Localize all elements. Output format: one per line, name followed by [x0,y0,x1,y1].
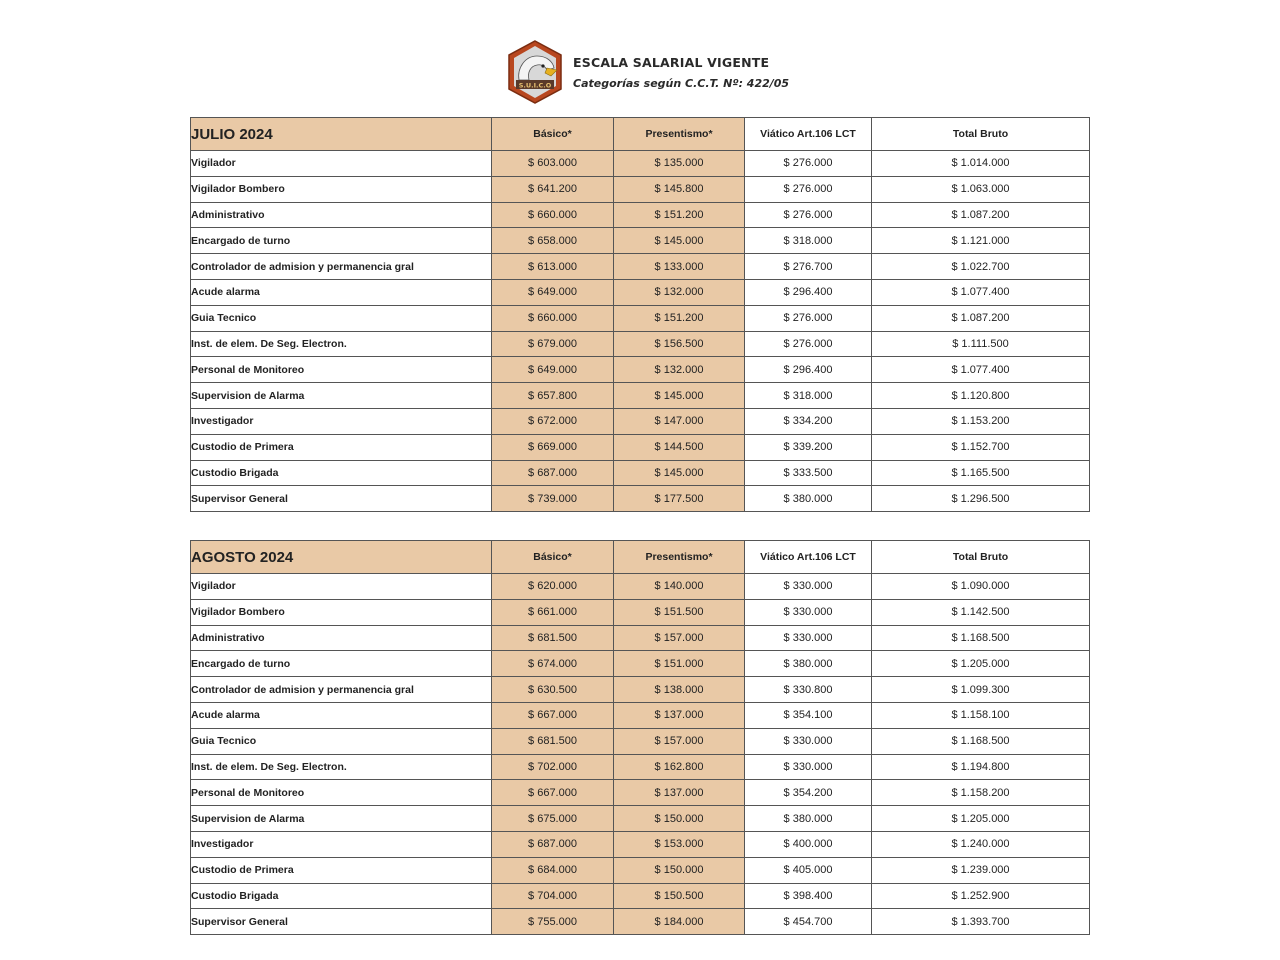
col-viatico: Viático Art.106 LCT [745,541,872,574]
presentismo-value: $ 138.000 [614,677,745,703]
category-name: Custodio de Primera [191,434,492,460]
table-row [191,857,1090,883]
table-row [191,202,1090,228]
total-value: $ 1.077.400 [872,279,1090,305]
page-title: ESCALA SALARIAL VIGENTE [573,54,770,70]
viatico-value: $ 330.000 [745,728,872,754]
col-total: Total Bruto [872,541,1090,574]
category-name: Guia Tecnico [191,728,492,754]
presentismo-value: $ 150.000 [614,806,745,832]
category-name: Inst. de elem. De Seg. Electron. [191,331,492,357]
basico-value: $ 660.000 [492,202,614,228]
total-value: $ 1.120.800 [872,383,1090,409]
basico-value: $ 684.000 [492,857,614,883]
viatico-value: $ 330.000 [745,574,872,600]
basico-value: $ 681.500 [492,728,614,754]
col-viatico: Viático Art.106 LCT [745,118,872,151]
table-header-row [191,541,1090,574]
presentismo-value: $ 145.000 [614,460,745,486]
total-value: $ 1.090.000 [872,574,1090,600]
total-value: $ 1.252.900 [872,883,1090,909]
viatico-value: $ 330.800 [745,677,872,703]
total-value: $ 1.296.500 [872,486,1090,512]
table-row [191,383,1090,409]
basico-value: $ 669.000 [492,434,614,460]
category-name: Controlador de admision y permanencia gral [191,677,492,703]
category-name: Vigilador [191,151,492,177]
presentismo-value: $ 132.000 [614,279,745,305]
viatico-value: $ 276.000 [745,331,872,357]
salary-table-agosto [190,540,1090,935]
table-row [191,754,1090,780]
total-value: $ 1.087.200 [872,202,1090,228]
table-row [191,806,1090,832]
total-value: $ 1.168.500 [872,728,1090,754]
total-value: $ 1.099.300 [872,677,1090,703]
table-row [191,434,1090,460]
presentismo-value: $ 133.000 [614,254,745,280]
presentismo-value: $ 177.500 [614,486,745,512]
total-value: $ 1.240.000 [872,831,1090,857]
total-value: $ 1.014.000 [872,151,1090,177]
category-name: Guia Tecnico [191,305,492,331]
table-row [191,279,1090,305]
suico-eagle-logo [507,40,563,104]
category-name: Vigilador Bombero [191,599,492,625]
basico-value: $ 658.000 [492,228,614,254]
basico-value: $ 649.000 [492,279,614,305]
category-name: Acude alarma [191,279,492,305]
category-name: Administrativo [191,202,492,228]
col-presentismo: Presentismo* [614,118,745,151]
total-value: $ 1.121.000 [872,228,1090,254]
total-value: $ 1.077.400 [872,357,1090,383]
salary-table-julio [190,117,1090,512]
table-header-row [191,118,1090,151]
total-value: $ 1.239.000 [872,857,1090,883]
total-value: $ 1.158.100 [872,702,1090,728]
total-value: $ 1.165.500 [872,460,1090,486]
presentismo-value: $ 145.000 [614,383,745,409]
table-row [191,305,1090,331]
presentismo-value: $ 150.000 [614,857,745,883]
table-row [191,625,1090,651]
basico-value: $ 667.000 [492,702,614,728]
period-title: AGOSTO 2024 [191,541,492,574]
viatico-value: $ 454.700 [745,909,872,935]
table-row [191,460,1090,486]
presentismo-value: $ 150.500 [614,883,745,909]
presentismo-value: $ 156.500 [614,331,745,357]
presentismo-value: $ 162.800 [614,754,745,780]
page-subtitle: Categorías según C.C.T. Nº: 422/05 [573,76,790,90]
category-name: Acude alarma [191,702,492,728]
category-name: Encargado de turno [191,228,492,254]
presentismo-value: $ 144.500 [614,434,745,460]
basico-value: $ 674.000 [492,651,614,677]
presentismo-value: $ 151.200 [614,202,745,228]
basico-value: $ 661.000 [492,599,614,625]
table-row [191,728,1090,754]
presentismo-value: $ 135.000 [614,151,745,177]
presentismo-value: $ 151.200 [614,305,745,331]
presentismo-value: $ 145.800 [614,176,745,202]
viatico-value: $ 330.000 [745,754,872,780]
viatico-value: $ 354.100 [745,702,872,728]
basico-value: $ 620.000 [492,574,614,600]
table-row [191,599,1090,625]
presentismo-value: $ 145.000 [614,228,745,254]
col-total: Total Bruto [872,118,1090,151]
basico-value: $ 702.000 [492,754,614,780]
viatico-value: $ 318.000 [745,383,872,409]
table-row [191,228,1090,254]
category-name: Investigador [191,408,492,434]
presentismo-value: $ 151.000 [614,651,745,677]
logo-text: S.U.I.C.O [518,81,552,90]
table-body [191,151,1090,512]
table-row [191,677,1090,703]
basico-value: $ 641.200 [492,176,614,202]
basico-value: $ 679.000 [492,331,614,357]
category-name: Personal de Monitoreo [191,357,492,383]
category-name: Supervision de Alarma [191,383,492,409]
presentismo-value: $ 147.000 [614,408,745,434]
table-row [191,702,1090,728]
basico-value: $ 755.000 [492,909,614,935]
viatico-value: $ 398.400 [745,883,872,909]
category-name: Encargado de turno [191,651,492,677]
total-value: $ 1.142.500 [872,599,1090,625]
viatico-value: $ 333.500 [745,460,872,486]
viatico-value: $ 276.000 [745,151,872,177]
total-value: $ 1.205.000 [872,806,1090,832]
table-body [191,574,1090,935]
basico-value: $ 649.000 [492,357,614,383]
presentismo-value: $ 137.000 [614,702,745,728]
viatico-value: $ 405.000 [745,857,872,883]
category-name: Investigador [191,831,492,857]
table-row [191,780,1090,806]
table-row [191,176,1090,202]
basico-value: $ 613.000 [492,254,614,280]
viatico-value: $ 276.700 [745,254,872,280]
presentismo-value: $ 153.000 [614,831,745,857]
total-value: $ 1.022.700 [872,254,1090,280]
total-value: $ 1.153.200 [872,408,1090,434]
presentismo-value: $ 157.000 [614,625,745,651]
total-value: $ 1.152.700 [872,434,1090,460]
presentismo-value: $ 157.000 [614,728,745,754]
category-name: Personal de Monitoreo [191,780,492,806]
basico-value: $ 603.000 [492,151,614,177]
total-value: $ 1.168.500 [872,625,1090,651]
basico-value: $ 704.000 [492,883,614,909]
viatico-value: $ 296.400 [745,279,872,305]
table-row [191,357,1090,383]
viatico-value: $ 400.000 [745,831,872,857]
presentismo-value: $ 132.000 [614,357,745,383]
total-value: $ 1.063.000 [872,176,1090,202]
basico-value: $ 681.500 [492,625,614,651]
col-basico: Básico* [492,118,614,151]
category-name: Vigilador Bombero [191,176,492,202]
viatico-value: $ 330.000 [745,599,872,625]
presentismo-value: $ 140.000 [614,574,745,600]
viatico-value: $ 276.000 [745,305,872,331]
viatico-value: $ 339.200 [745,434,872,460]
category-name: Supervisor General [191,909,492,935]
category-name: Custodio de Primera [191,857,492,883]
presentismo-value: $ 137.000 [614,780,745,806]
basico-value: $ 660.000 [492,305,614,331]
table-row [191,651,1090,677]
viatico-value: $ 330.000 [745,625,872,651]
basico-value: $ 667.000 [492,780,614,806]
period-title: JULIO 2024 [191,118,492,151]
basico-value: $ 687.000 [492,460,614,486]
category-name: Supervisor General [191,486,492,512]
table-row [191,883,1090,909]
viatico-value: $ 380.000 [745,486,872,512]
viatico-value: $ 380.000 [745,806,872,832]
total-value: $ 1.194.800 [872,754,1090,780]
basico-value: $ 675.000 [492,806,614,832]
viatico-value: $ 380.000 [745,651,872,677]
document-header [507,40,789,104]
basico-value: $ 657.800 [492,383,614,409]
total-value: $ 1.158.200 [872,780,1090,806]
viatico-value: $ 318.000 [745,228,872,254]
table-row [191,486,1090,512]
basico-value: $ 630.500 [492,677,614,703]
viatico-value: $ 354.200 [745,780,872,806]
table-row [191,151,1090,177]
table-row [191,331,1090,357]
viatico-value: $ 276.000 [745,176,872,202]
basico-value: $ 672.000 [492,408,614,434]
category-name: Administrativo [191,625,492,651]
total-value: $ 1.111.500 [872,331,1090,357]
category-name: Custodio Brigada [191,883,492,909]
presentismo-value: $ 151.500 [614,599,745,625]
basico-value: $ 687.000 [492,831,614,857]
table-row [191,574,1090,600]
col-presentismo: Presentismo* [614,541,745,574]
presentismo-value: $ 184.000 [614,909,745,935]
viatico-value: $ 296.400 [745,357,872,383]
col-basico: Básico* [492,541,614,574]
table-row [191,408,1090,434]
category-name: Custodio Brigada [191,460,492,486]
table-row [191,909,1090,935]
total-value: $ 1.205.000 [872,651,1090,677]
basico-value: $ 739.000 [492,486,614,512]
category-name: Supervision de Alarma [191,806,492,832]
viatico-value: $ 276.000 [745,202,872,228]
category-name: Vigilador [191,574,492,600]
table-row [191,831,1090,857]
total-value: $ 1.393.700 [872,909,1090,935]
category-name: Inst. de elem. De Seg. Electron. [191,754,492,780]
total-value: $ 1.087.200 [872,305,1090,331]
table-row [191,254,1090,280]
viatico-value: $ 334.200 [745,408,872,434]
category-name: Controlador de admision y permanencia gral [191,254,492,280]
